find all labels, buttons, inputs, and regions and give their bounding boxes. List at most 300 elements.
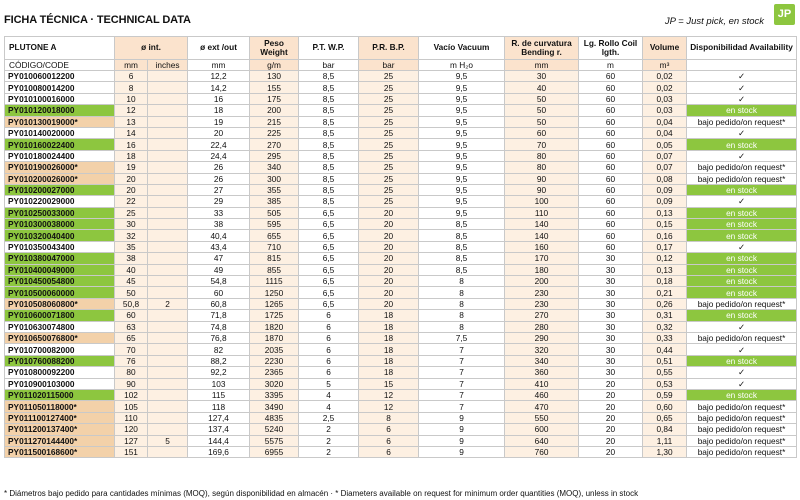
cell-working-pressure: 8,5 xyxy=(299,82,359,93)
cell-inner-diameter-mm: 76 xyxy=(115,355,148,366)
cell-volume: 0,04 xyxy=(643,127,687,138)
table-row xyxy=(5,264,797,275)
cell-code: PY010120018000 xyxy=(5,105,115,116)
cell-inner-diameter-inches xyxy=(148,162,188,173)
cell-bending-radius: 170 xyxy=(505,253,579,264)
cell-outer-diameter: 38 xyxy=(188,219,250,230)
cell-working-pressure: 4 xyxy=(299,389,359,400)
cell-outer-diameter: 22,4 xyxy=(188,139,250,150)
cell-burst-pressure: 18 xyxy=(359,344,419,355)
cell-inner-diameter-inches xyxy=(148,264,188,275)
cell-bending-radius: 90 xyxy=(505,184,579,195)
cell-inner-diameter-mm: 45 xyxy=(115,276,148,287)
table-row xyxy=(5,435,797,446)
col-header-volume: Volume xyxy=(643,37,687,60)
cell-bending-radius: 460 xyxy=(505,389,579,400)
cell-code: PY010450054800 xyxy=(5,276,115,287)
cell-inner-diameter-mm: 38 xyxy=(115,253,148,264)
cell-burst-pressure: 12 xyxy=(359,401,419,412)
cell-inner-diameter-mm: 22 xyxy=(115,196,148,207)
cell-weight: 385 xyxy=(250,196,299,207)
table-row xyxy=(5,127,797,138)
cell-working-pressure: 6 xyxy=(299,321,359,332)
cell-bending-radius: 760 xyxy=(505,446,579,457)
cell-outer-diameter: 60,8 xyxy=(188,298,250,309)
cell-working-pressure: 6,5 xyxy=(299,276,359,287)
cell-coil-length: 60 xyxy=(579,93,643,104)
cell-inner-diameter-mm: 70 xyxy=(115,344,148,355)
cell-availability: bajo pedido/on request* xyxy=(687,401,797,412)
cell-vacuum: 7,5 xyxy=(419,332,505,343)
cell-vacuum: 8 xyxy=(419,287,505,298)
cell-volume: 0,09 xyxy=(643,196,687,207)
cell-volume: 0,13 xyxy=(643,207,687,218)
cell-inner-diameter-mm: 50 xyxy=(115,287,148,298)
cell-coil-length: 20 xyxy=(579,389,643,400)
cell-weight: 3490 xyxy=(250,401,299,412)
cell-burst-pressure: 25 xyxy=(359,196,419,207)
cell-burst-pressure: 25 xyxy=(359,150,419,161)
cell-availability: ✓ xyxy=(687,367,797,378)
cell-burst-pressure: 20 xyxy=(359,241,419,252)
cell-weight: 1870 xyxy=(250,332,299,343)
cell-code: PY010130019000* xyxy=(5,116,115,127)
cell-coil-length: 30 xyxy=(579,298,643,309)
cell-code: PY010080014200 xyxy=(5,82,115,93)
cell-code: PY010140020000 xyxy=(5,127,115,138)
cell-burst-pressure: 18 xyxy=(359,332,419,343)
cell-inner-diameter-mm: 8 xyxy=(115,82,148,93)
cell-outer-diameter: 47 xyxy=(188,253,250,264)
cell-volume: 0,09 xyxy=(643,184,687,195)
cell-availability: bajo pedido/on request* xyxy=(687,435,797,446)
table-row xyxy=(5,389,797,400)
table-row xyxy=(5,424,797,435)
cell-bending-radius: 320 xyxy=(505,344,579,355)
cell-code: PY010250033000 xyxy=(5,207,115,218)
cell-code: PY011050118000* xyxy=(5,401,115,412)
cell-code: PY010350043400 xyxy=(5,241,115,252)
cell-bending-radius: 50 xyxy=(505,93,579,104)
cell-weight: 3020 xyxy=(250,378,299,389)
cell-volume: 0,07 xyxy=(643,150,687,161)
table-row xyxy=(5,105,797,116)
cell-bending-radius: 70 xyxy=(505,139,579,150)
cell-volume: 0,18 xyxy=(643,276,687,287)
cell-bending-radius: 230 xyxy=(505,298,579,309)
cell-code: PY010200026000* xyxy=(5,173,115,184)
cell-vacuum: 7 xyxy=(419,378,505,389)
cell-volume: 0,59 xyxy=(643,389,687,400)
cell-working-pressure: 8,5 xyxy=(299,196,359,207)
cell-working-pressure: 6 xyxy=(299,344,359,355)
cell-weight: 225 xyxy=(250,127,299,138)
cell-weight: 655 xyxy=(250,230,299,241)
cell-weight: 1250 xyxy=(250,287,299,298)
cell-availability: bajo pedido/on request* xyxy=(687,116,797,127)
cell-availability: en stock xyxy=(687,389,797,400)
cell-working-pressure: 8,5 xyxy=(299,116,359,127)
table-row xyxy=(5,150,797,161)
cell-burst-pressure: 25 xyxy=(359,162,419,173)
cell-availability: en stock xyxy=(687,184,797,195)
unit-bar-bp: bar xyxy=(359,60,419,71)
cell-burst-pressure: 25 xyxy=(359,71,419,82)
cell-bending-radius: 200 xyxy=(505,276,579,287)
cell-volume: 0,03 xyxy=(643,93,687,104)
cell-working-pressure: 6,5 xyxy=(299,241,359,252)
cell-volume: 0,17 xyxy=(643,241,687,252)
cell-availability: ✓ xyxy=(687,321,797,332)
cell-availability: en stock xyxy=(687,355,797,366)
cell-availability: bajo pedido/on request* xyxy=(687,173,797,184)
cell-inner-diameter-mm: 60 xyxy=(115,310,148,321)
cell-working-pressure: 8,5 xyxy=(299,139,359,150)
cell-inner-diameter-mm: 13 xyxy=(115,116,148,127)
cell-inner-diameter-mm: 18 xyxy=(115,150,148,161)
cell-code: PY011270144400* xyxy=(5,435,115,446)
cell-vacuum: 9,5 xyxy=(419,196,505,207)
cell-outer-diameter: 20 xyxy=(188,127,250,138)
cell-outer-diameter: 169,6 xyxy=(188,446,250,457)
cell-inner-diameter-inches xyxy=(148,310,188,321)
cell-inner-diameter-inches xyxy=(148,378,188,389)
cell-coil-length: 20 xyxy=(579,378,643,389)
cell-outer-diameter: 16 xyxy=(188,93,250,104)
table-row xyxy=(5,173,797,184)
cell-inner-diameter-inches xyxy=(148,344,188,355)
cell-inner-diameter-mm: 30 xyxy=(115,219,148,230)
cell-availability: bajo pedido/on request* xyxy=(687,162,797,173)
cell-code: PY011100127400* xyxy=(5,412,115,423)
cell-burst-pressure: 18 xyxy=(359,310,419,321)
table-row xyxy=(5,344,797,355)
cell-coil-length: 60 xyxy=(579,230,643,241)
cell-vacuum: 9,5 xyxy=(419,184,505,195)
cell-availability: en stock xyxy=(687,264,797,275)
cell-burst-pressure: 20 xyxy=(359,219,419,230)
cell-coil-length: 30 xyxy=(579,355,643,366)
cell-inner-diameter-mm: 65 xyxy=(115,332,148,343)
cell-outer-diameter: 18 xyxy=(188,105,250,116)
cell-inner-diameter-inches xyxy=(148,321,188,332)
col-header-working-pressure: P.T. W.P. xyxy=(299,37,359,60)
cell-weight: 595 xyxy=(250,219,299,230)
cell-inner-diameter-inches xyxy=(148,184,188,195)
cell-availability: en stock xyxy=(687,276,797,287)
cell-coil-length: 60 xyxy=(579,207,643,218)
cell-inner-diameter-inches xyxy=(148,446,188,457)
cell-bending-radius: 640 xyxy=(505,435,579,446)
cell-volume: 0,26 xyxy=(643,298,687,309)
cell-working-pressure: 8,5 xyxy=(299,71,359,82)
table-row xyxy=(5,378,797,389)
cell-weight: 300 xyxy=(250,173,299,184)
cell-code: PY010320040400 xyxy=(5,230,115,241)
cell-burst-pressure: 20 xyxy=(359,230,419,241)
cell-availability: en stock xyxy=(687,287,797,298)
cell-weight: 710 xyxy=(250,241,299,252)
cell-outer-diameter: 49 xyxy=(188,264,250,275)
table-row xyxy=(5,276,797,287)
cell-code: PY010500060000 xyxy=(5,287,115,298)
table-row xyxy=(5,116,797,127)
cell-working-pressure: 2 xyxy=(299,435,359,446)
cell-inner-diameter-inches xyxy=(148,367,188,378)
cell-inner-diameter-inches xyxy=(148,241,188,252)
cell-bending-radius: 80 xyxy=(505,162,579,173)
cell-outer-diameter: 103 xyxy=(188,378,250,389)
cell-bending-radius: 80 xyxy=(505,150,579,161)
cell-burst-pressure: 25 xyxy=(359,127,419,138)
cell-code: PY010800092200 xyxy=(5,367,115,378)
cell-outer-diameter: 14,2 xyxy=(188,82,250,93)
cell-vacuum: 9,5 xyxy=(419,207,505,218)
cell-volume: 0,02 xyxy=(643,82,687,93)
cell-inner-diameter-inches xyxy=(148,71,188,82)
cell-burst-pressure: 15 xyxy=(359,378,419,389)
cell-inner-diameter-mm: 25 xyxy=(115,207,148,218)
cell-working-pressure: 6,5 xyxy=(299,219,359,230)
col-header-coil-length: Lg. Rollo Coil lgth. xyxy=(579,37,643,60)
jp-logo: JP xyxy=(774,4,795,25)
cell-coil-length: 30 xyxy=(579,287,643,298)
cell-vacuum: 9,5 xyxy=(419,116,505,127)
cell-outer-diameter: 137,4 xyxy=(188,424,250,435)
cell-inner-diameter-mm: 20 xyxy=(115,184,148,195)
cell-vacuum: 9,5 xyxy=(419,105,505,116)
col-header-inner-diameter: ø int. xyxy=(115,37,188,60)
cell-volume: 0,04 xyxy=(643,116,687,127)
cell-weight: 2230 xyxy=(250,355,299,366)
cell-burst-pressure: 6 xyxy=(359,446,419,457)
table-row xyxy=(5,355,797,366)
cell-inner-diameter-inches xyxy=(148,219,188,230)
cell-working-pressure: 8,5 xyxy=(299,162,359,173)
cell-inner-diameter-inches xyxy=(148,412,188,423)
cell-outer-diameter: 60 xyxy=(188,287,250,298)
cell-burst-pressure: 18 xyxy=(359,355,419,366)
cell-vacuum: 8 xyxy=(419,276,505,287)
cell-inner-diameter-mm: 6 xyxy=(115,71,148,82)
cell-weight: 215 xyxy=(250,116,299,127)
cell-vacuum: 8 xyxy=(419,298,505,309)
table-row xyxy=(5,367,797,378)
cell-working-pressure: 6 xyxy=(299,355,359,366)
cell-vacuum: 7 xyxy=(419,367,505,378)
cell-burst-pressure: 25 xyxy=(359,93,419,104)
cell-burst-pressure: 25 xyxy=(359,184,419,195)
cell-inner-diameter-mm: 14 xyxy=(115,127,148,138)
cell-volume: 1,30 xyxy=(643,446,687,457)
cell-inner-diameter-inches xyxy=(148,276,188,287)
cell-weight: 5575 xyxy=(250,435,299,446)
cell-bending-radius: 470 xyxy=(505,401,579,412)
cell-availability: en stock xyxy=(687,310,797,321)
cell-code: PY010400049000 xyxy=(5,264,115,275)
cell-inner-diameter-mm: 110 xyxy=(115,412,148,423)
cell-inner-diameter-inches xyxy=(148,82,188,93)
cell-vacuum: 9 xyxy=(419,446,505,457)
table-row xyxy=(5,93,797,104)
cell-inner-diameter-inches xyxy=(148,127,188,138)
cell-inner-diameter-mm: 32 xyxy=(115,230,148,241)
cell-vacuum: 9 xyxy=(419,412,505,423)
unit-code: CÓDIGO/CODE xyxy=(5,60,115,71)
cell-coil-length: 60 xyxy=(579,82,643,93)
cell-coil-length: 60 xyxy=(579,219,643,230)
cell-vacuum: 7 xyxy=(419,355,505,366)
cell-bending-radius: 550 xyxy=(505,412,579,423)
cell-outer-diameter: 118 xyxy=(188,401,250,412)
cell-availability: en stock xyxy=(687,219,797,230)
cell-availability: ✓ xyxy=(687,344,797,355)
cell-code: PY010160022400 xyxy=(5,139,115,150)
cell-bending-radius: 90 xyxy=(505,173,579,184)
cell-availability: en stock xyxy=(687,139,797,150)
cell-burst-pressure: 25 xyxy=(359,173,419,184)
cell-volume: 0,65 xyxy=(643,412,687,423)
cell-inner-diameter-inches xyxy=(148,150,188,161)
cell-coil-length: 60 xyxy=(579,150,643,161)
table-row xyxy=(5,184,797,195)
cell-outer-diameter: 40,4 xyxy=(188,230,250,241)
cell-vacuum: 8,5 xyxy=(419,241,505,252)
cell-coil-length: 60 xyxy=(579,116,643,127)
cell-weight: 200 xyxy=(250,105,299,116)
cell-availability: ✓ xyxy=(687,71,797,82)
cell-availability: bajo pedido/on request* xyxy=(687,298,797,309)
cell-vacuum: 9,5 xyxy=(419,162,505,173)
cell-inner-diameter-mm: 63 xyxy=(115,321,148,332)
cell-vacuum: 9,5 xyxy=(419,82,505,93)
cell-outer-diameter: 76,8 xyxy=(188,332,250,343)
unit-m: m xyxy=(579,60,643,71)
cell-volume: 0,08 xyxy=(643,173,687,184)
cell-inner-diameter-inches xyxy=(148,173,188,184)
cell-vacuum: 7 xyxy=(419,344,505,355)
cell-burst-pressure: 18 xyxy=(359,321,419,332)
cell-coil-length: 60 xyxy=(579,105,643,116)
cell-coil-length: 30 xyxy=(579,332,643,343)
table-row xyxy=(5,207,797,218)
cell-availability: ✓ xyxy=(687,82,797,93)
cell-bending-radius: 110 xyxy=(505,207,579,218)
cell-inner-diameter-inches xyxy=(148,116,188,127)
table-row xyxy=(5,332,797,343)
cell-outer-diameter: 92,2 xyxy=(188,367,250,378)
cell-coil-length: 30 xyxy=(579,344,643,355)
cell-inner-diameter-mm: 50,8 xyxy=(115,298,148,309)
cell-availability: bajo pedido/on request* xyxy=(687,412,797,423)
cell-volume: 0,05 xyxy=(643,139,687,150)
cell-working-pressure: 6,5 xyxy=(299,207,359,218)
cell-code: PY010200027000 xyxy=(5,184,115,195)
unit-mm-radius: mm xyxy=(505,60,579,71)
cell-working-pressure: 6 xyxy=(299,332,359,343)
cell-volume: 0,60 xyxy=(643,401,687,412)
cell-weight: 1725 xyxy=(250,310,299,321)
cell-bending-radius: 340 xyxy=(505,355,579,366)
table-body xyxy=(5,71,797,458)
cell-coil-length: 20 xyxy=(579,446,643,457)
col-header-weight: Peso Weight xyxy=(250,37,299,60)
cell-availability: bajo pedido/on request* xyxy=(687,446,797,457)
cell-inner-diameter-inches xyxy=(148,389,188,400)
cell-coil-length: 20 xyxy=(579,412,643,423)
cell-burst-pressure: 6 xyxy=(359,424,419,435)
cell-volume: 0,15 xyxy=(643,219,687,230)
cell-availability: ✓ xyxy=(687,196,797,207)
cell-vacuum: 9,5 xyxy=(419,139,505,150)
cell-burst-pressure: 25 xyxy=(359,82,419,93)
cell-outer-diameter: 19 xyxy=(188,116,250,127)
cell-inner-diameter-mm: 127 xyxy=(115,435,148,446)
cell-inner-diameter-inches xyxy=(148,355,188,366)
table-row xyxy=(5,412,797,423)
cell-weight: 130 xyxy=(250,71,299,82)
cell-inner-diameter-mm: 10 xyxy=(115,93,148,104)
cell-code: PY010900103000 xyxy=(5,378,115,389)
cell-code: PY011200137400* xyxy=(5,424,115,435)
cell-coil-length: 20 xyxy=(579,435,643,446)
cell-volume: 0,53 xyxy=(643,378,687,389)
cell-working-pressure: 6,5 xyxy=(299,253,359,264)
cell-outer-diameter: 144,4 xyxy=(188,435,250,446)
cell-outer-diameter: 74,8 xyxy=(188,321,250,332)
table-row xyxy=(5,298,797,309)
cell-coil-length: 30 xyxy=(579,264,643,275)
cell-burst-pressure: 25 xyxy=(359,139,419,150)
cell-code: PY010060012200 xyxy=(5,71,115,82)
cell-inner-diameter-mm: 20 xyxy=(115,173,148,184)
cell-weight: 3395 xyxy=(250,389,299,400)
cell-coil-length: 20 xyxy=(579,401,643,412)
cell-outer-diameter: 82 xyxy=(188,344,250,355)
cell-vacuum: 9,5 xyxy=(419,127,505,138)
cell-vacuum: 9,5 xyxy=(419,150,505,161)
cell-outer-diameter: 115 xyxy=(188,389,250,400)
cell-working-pressure: 8,5 xyxy=(299,173,359,184)
cell-availability: ✓ xyxy=(687,378,797,389)
table-row xyxy=(5,446,797,457)
col-header-burst-pressure: P.R. B.P. xyxy=(359,37,419,60)
cell-inner-diameter-mm: 19 xyxy=(115,162,148,173)
cell-working-pressure: 8,5 xyxy=(299,127,359,138)
unit-bar-wp: bar xyxy=(299,60,359,71)
cell-working-pressure: 6,5 xyxy=(299,230,359,241)
cell-outer-diameter: 43,4 xyxy=(188,241,250,252)
cell-coil-length: 60 xyxy=(579,71,643,82)
unit-mm-outer: mm xyxy=(188,60,250,71)
cell-weight: 855 xyxy=(250,264,299,275)
cell-coil-length: 30 xyxy=(579,321,643,332)
cell-availability: en stock xyxy=(687,253,797,264)
cell-inner-diameter-inches xyxy=(148,93,188,104)
cell-working-pressure: 6 xyxy=(299,310,359,321)
cell-volume: 0,21 xyxy=(643,287,687,298)
cell-inner-diameter-mm: 105 xyxy=(115,401,148,412)
cell-bending-radius: 50 xyxy=(505,105,579,116)
cell-code: PY010100016000 xyxy=(5,93,115,104)
table-row xyxy=(5,401,797,412)
cell-bending-radius: 290 xyxy=(505,332,579,343)
unit-availability xyxy=(687,60,797,71)
cell-availability: ✓ xyxy=(687,93,797,104)
cell-burst-pressure: 6 xyxy=(359,435,419,446)
cell-bending-radius: 100 xyxy=(505,196,579,207)
cell-bending-radius: 230 xyxy=(505,287,579,298)
